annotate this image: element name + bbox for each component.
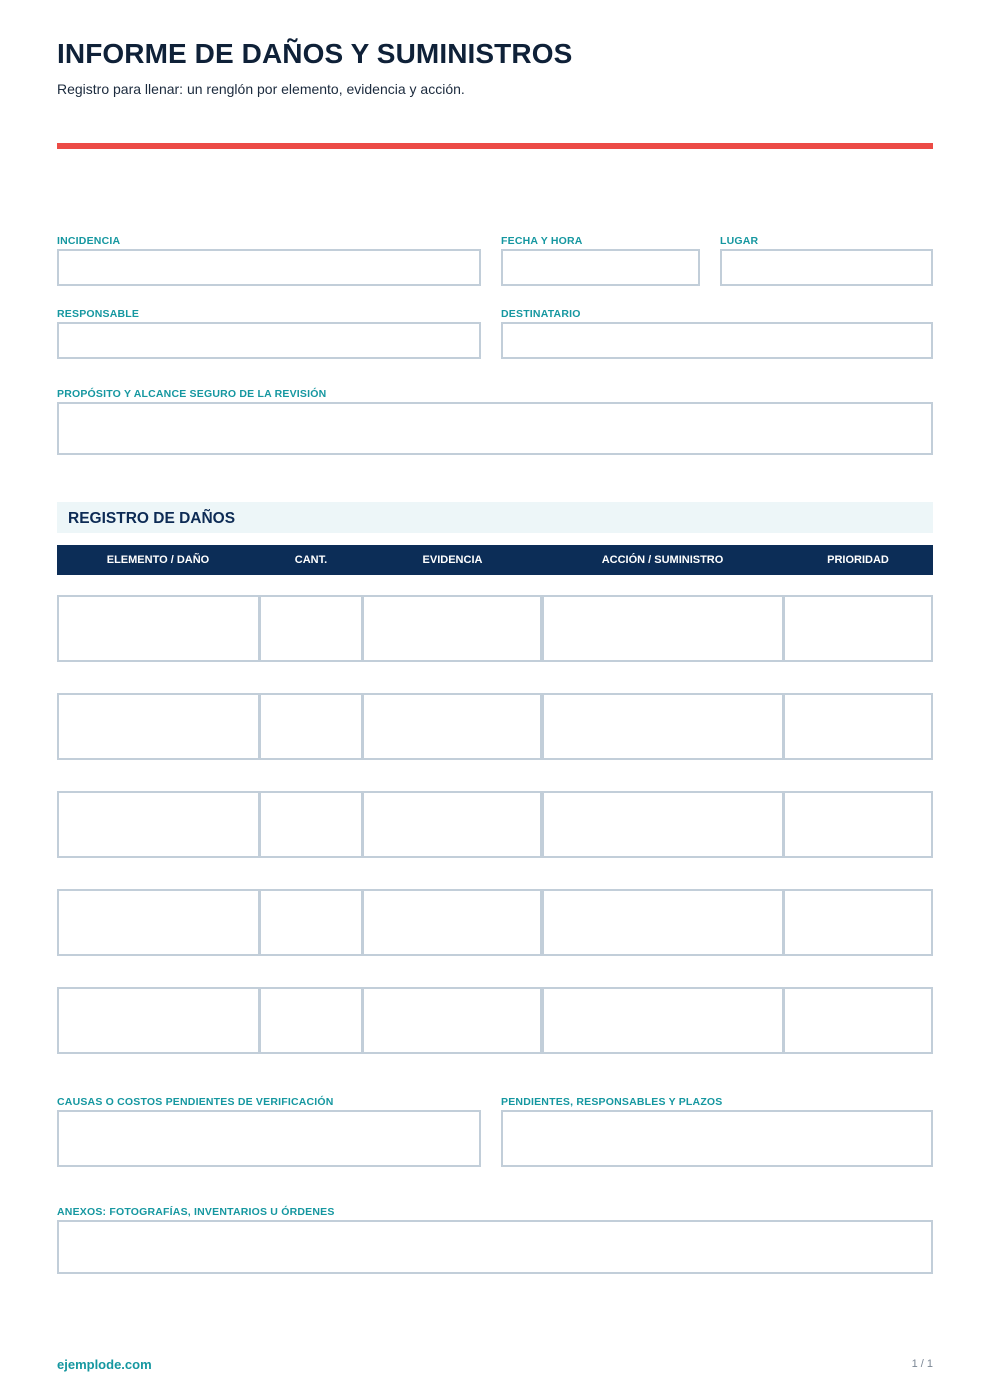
column-header-evidencia: EVIDENCIA	[422, 554, 483, 566]
registro-heading: REGISTRO DE DAÑOS	[68, 510, 236, 527]
cell-elemento[interactable]	[57, 693, 260, 760]
registro-section-header	[57, 502, 933, 533]
column-header-cantidad: CANT.	[294, 554, 328, 566]
cell-cantidad[interactable]	[259, 693, 363, 760]
cell-accion[interactable]	[542, 693, 784, 760]
cell-elemento[interactable]	[57, 791, 260, 858]
column-header-accion: ACCIÓN / SUMINISTRO	[601, 554, 724, 566]
incidencia-field[interactable]	[57, 249, 481, 286]
footer-site-link[interactable]: ejemplode.com	[57, 1357, 152, 1372]
table-row	[57, 693, 933, 760]
registro-table-header	[57, 545, 933, 575]
document-subtitle: Registro para llenar: un renglón por elemento, evidencia y acción.	[57, 81, 465, 97]
cell-evidencia[interactable]	[362, 595, 542, 662]
causas-field[interactable]	[57, 1110, 481, 1167]
cell-evidencia[interactable]	[362, 889, 542, 956]
table-row	[57, 595, 933, 662]
document-title: INFORME DE DAÑOS Y SUMINISTROS	[57, 38, 573, 69]
cell-cantidad[interactable]	[259, 791, 363, 858]
cell-prioridad[interactable]	[783, 693, 933, 760]
cell-prioridad[interactable]	[783, 889, 933, 956]
cell-prioridad[interactable]	[783, 595, 933, 662]
responsable-field[interactable]	[57, 322, 481, 359]
cell-cantidad[interactable]	[259, 595, 363, 662]
fecha-hora-field[interactable]	[501, 249, 700, 286]
cell-elemento[interactable]	[57, 987, 260, 1054]
cell-accion[interactable]	[542, 889, 784, 956]
page-number: 1 / 1	[911, 1358, 933, 1370]
cell-evidencia[interactable]	[362, 693, 542, 760]
table-row	[57, 791, 933, 858]
cell-prioridad[interactable]	[783, 987, 933, 1054]
anexos-label: ANEXOS: FOTOGRAFÍAS, INVENTARIOS U ÓRDENES	[57, 1206, 335, 1218]
cell-cantidad[interactable]	[259, 889, 363, 956]
cell-evidencia[interactable]	[362, 791, 542, 858]
lugar-field[interactable]	[720, 249, 933, 286]
cell-elemento[interactable]	[57, 889, 260, 956]
destinatario-field[interactable]	[501, 322, 933, 359]
incidencia-label: INCIDENCIA	[57, 235, 121, 247]
pendientes-field[interactable]	[501, 1110, 933, 1167]
table-row	[57, 987, 933, 1054]
cell-elemento[interactable]	[57, 595, 260, 662]
column-header-prioridad: PRIORIDAD	[827, 554, 889, 566]
column-header-elemento: ELEMENTO / DAÑO	[106, 554, 210, 566]
causas-label: CAUSAS O COSTOS PENDIENTES DE VERIFICACIÓN	[57, 1096, 334, 1108]
table-row	[57, 889, 933, 956]
accent-divider	[57, 143, 933, 149]
anexos-field[interactable]	[57, 1220, 933, 1274]
proposito-label: PROPÓSITO Y ALCANCE SEGURO DE LA REVISIÓN	[57, 388, 327, 400]
cell-accion[interactable]	[542, 987, 784, 1054]
cell-evidencia[interactable]	[362, 987, 542, 1054]
cell-accion[interactable]	[542, 595, 784, 662]
cell-prioridad[interactable]	[783, 791, 933, 858]
cell-accion[interactable]	[542, 791, 784, 858]
cell-cantidad[interactable]	[259, 987, 363, 1054]
lugar-label: LUGAR	[720, 235, 759, 247]
pendientes-label: PENDIENTES, RESPONSABLES Y PLAZOS	[501, 1096, 723, 1108]
responsable-label: RESPONSABLE	[57, 308, 140, 320]
proposito-field[interactable]	[57, 402, 933, 455]
fecha-hora-label: FECHA Y HORA	[501, 235, 583, 247]
destinatario-label: DESTINATARIO	[501, 308, 581, 320]
